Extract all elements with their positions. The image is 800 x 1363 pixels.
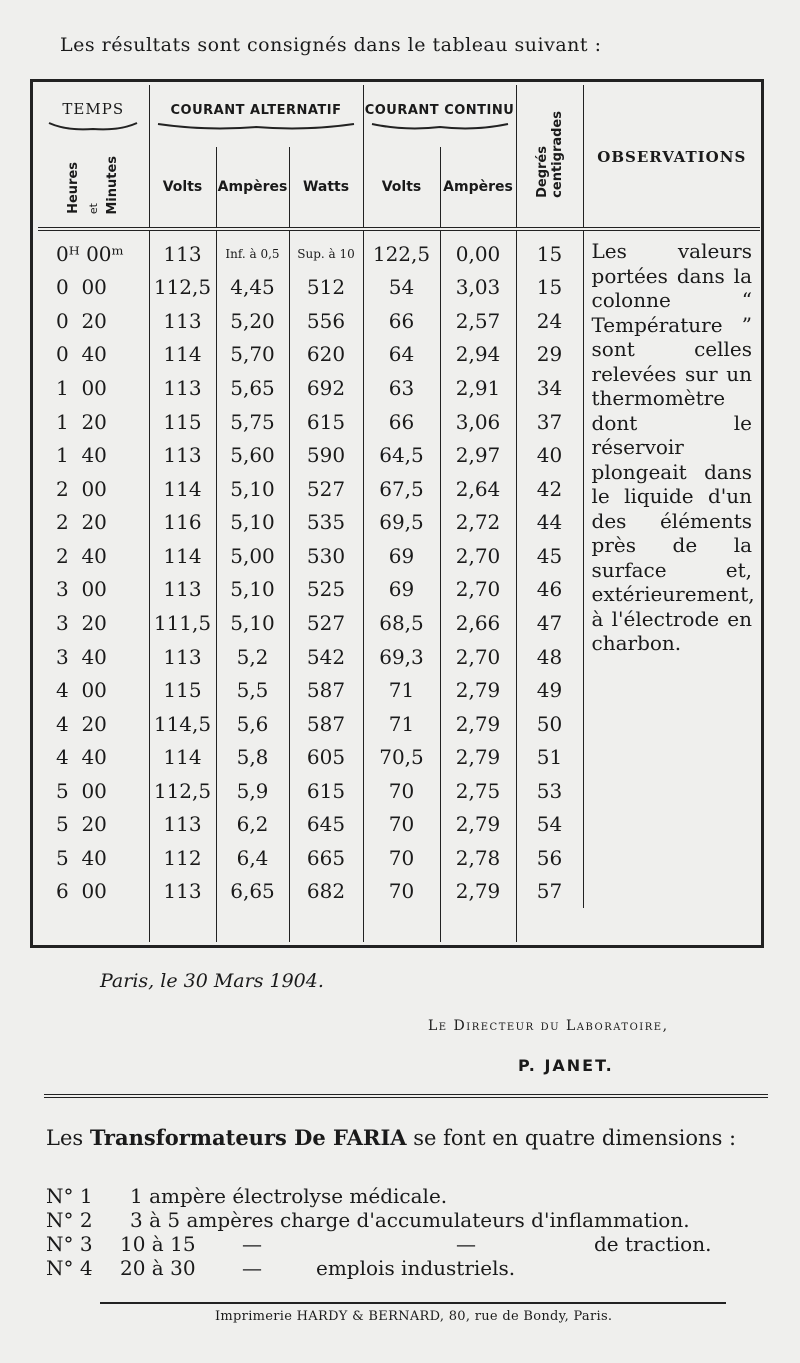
cell-amperes-dc: 2,79 [440, 707, 516, 741]
cell-amperes-dc: 2,97 [440, 438, 516, 472]
cell-temps: 0ᴴ 00ᵐ [56, 241, 124, 266]
footer-divider [100, 1302, 726, 1304]
cell-volts-ac: 113 [149, 237, 216, 271]
cell-watts: 512 [289, 271, 363, 305]
header-courant-alternatif: COURANT ALTERNATIF [149, 85, 363, 147]
cell-volts-dc: 71 [363, 673, 440, 707]
cell-volts-dc: 70 [363, 774, 440, 808]
cell-volts-dc: 63 [363, 371, 440, 405]
cell-degres: 47 [516, 606, 583, 640]
list-item: N° 4 20 à 30 — emplois industriels. [46, 1256, 516, 1280]
cell-watts: 590 [289, 438, 363, 472]
cell-amperes-dc: 2,57 [440, 304, 516, 338]
cell-volts-ac: 115 [149, 405, 216, 439]
cell-degres: 48 [516, 640, 583, 674]
cell-amperes-ac: 4,45 [216, 271, 289, 305]
cell-temps: 5 40 [56, 845, 107, 870]
cell-degres: 54 [516, 808, 583, 842]
cell-watts: 605 [289, 740, 363, 774]
cell-volts-dc: 70 [363, 808, 440, 842]
cell-amperes-ac: 5,2 [216, 640, 289, 674]
cell-watts: 527 [289, 472, 363, 506]
cell-temps: 5 00 [56, 778, 107, 803]
cell-watts: 615 [289, 774, 363, 808]
cell-volts-dc: 54 [363, 271, 440, 305]
header-watts: Watts [289, 147, 363, 229]
cell-degres: 42 [516, 472, 583, 506]
cell-amperes-ac: 5,60 [216, 438, 289, 472]
cell-temps: 0 20 [56, 308, 107, 333]
cell-volts-dc: 67,5 [363, 472, 440, 506]
cell-amperes-dc: 2,64 [440, 472, 516, 506]
cell-temps: 1 20 [56, 409, 107, 434]
cell-amperes-dc: 2,70 [440, 573, 516, 607]
cell-volts-ac: 112 [149, 841, 216, 875]
header-observations: OBSERVATIONS [583, 85, 760, 229]
header-volts-dc: Volts [363, 147, 440, 229]
cell-volts-dc: 64 [363, 338, 440, 372]
cell-degres: 15 [516, 237, 583, 271]
cell-amperes-ac: 5,00 [216, 539, 289, 573]
cell-degres: 15 [516, 271, 583, 305]
cell-degres: 40 [516, 438, 583, 472]
cell-degres: 45 [516, 539, 583, 573]
cell-volts-dc: 122,5 [363, 237, 440, 271]
cell-watts: 665 [289, 841, 363, 875]
cell-degres: 56 [516, 841, 583, 875]
cell-watts: 620 [289, 338, 363, 372]
cell-degres: 57 [516, 875, 583, 909]
list-item: N° 3 10 à 15 — — de traction. [46, 1232, 712, 1256]
brace-icon [47, 120, 139, 134]
observations-text: Les valeurs portées dans la colonne “ Température ” sont celles relevées sur un thermomètre dont le réservoir plongeait dans le liquide d'un des éléments près de la surface et, extérieurement, à l'électrode en charbon. [583, 237, 760, 908]
cell-amperes-dc: 2,79 [440, 875, 516, 909]
cell-watts: 587 [289, 707, 363, 741]
cell-volts-dc: 68,5 [363, 606, 440, 640]
cell-volts-ac: 115 [149, 673, 216, 707]
cell-amperes-ac: 5,75 [216, 405, 289, 439]
printer-imprint: Imprimerie HARDY & BERNARD, 80, rue de Bondy, Paris. [215, 1309, 613, 1324]
cell-amperes-ac: 5,5 [216, 673, 289, 707]
cell-watts: 527 [289, 606, 363, 640]
cell-amperes-dc: 0,00 [440, 237, 516, 271]
cell-temps: 2 40 [56, 543, 107, 568]
cell-watts: 542 [289, 640, 363, 674]
cell-amperes-dc: 2,94 [440, 338, 516, 372]
cell-temps: 2 00 [56, 476, 107, 501]
cell-volts-ac: 113 [149, 438, 216, 472]
cell-volts-ac: 113 [149, 573, 216, 607]
cell-amperes-ac: 5,9 [216, 774, 289, 808]
cell-volts-ac: 114 [149, 740, 216, 774]
cell-watts: 682 [289, 875, 363, 909]
results-table [38, 85, 760, 942]
divider [44, 1094, 768, 1098]
header-volts-ac: Volts [149, 147, 216, 229]
signature-title: Le Directeur du Laboratoire, [428, 1018, 669, 1034]
cell-volts-dc: 71 [363, 707, 440, 741]
cell-volts-dc: 70 [363, 875, 440, 909]
cell-temps: 3 40 [56, 644, 107, 669]
header-temps: TEMPS [38, 85, 149, 147]
cell-temps: 0 00 [56, 275, 107, 300]
cell-watts: 556 [289, 304, 363, 338]
cell-volts-ac: 113 [149, 875, 216, 909]
cell-temps: 3 20 [56, 610, 107, 635]
cell-amperes-ac: 5,10 [216, 506, 289, 540]
cell-amperes-ac: 6,4 [216, 841, 289, 875]
signature-date: Paris, le 30 Mars 1904. [100, 970, 324, 992]
cell-volts-ac: 114 [149, 472, 216, 506]
table-row [38, 237, 760, 271]
cell-degres: 37 [516, 405, 583, 439]
cell-volts-dc: 69 [363, 573, 440, 607]
cell-watts: 525 [289, 573, 363, 607]
table-body [38, 237, 760, 942]
sizes-list [46, 1184, 776, 1280]
cell-amperes-dc: 2,79 [440, 740, 516, 774]
cell-volts-ac: 112,5 [149, 271, 216, 305]
cell-volts-ac: 113 [149, 371, 216, 405]
cell-temps: 5 20 [56, 812, 107, 837]
cell-amperes-dc: 2,91 [440, 371, 516, 405]
cell-amperes-ac: Inf. à 0,5 [216, 237, 289, 271]
cell-volts-dc: 69,3 [363, 640, 440, 674]
cell-temps: 1 00 [56, 376, 107, 401]
cell-temps: 1 40 [56, 443, 107, 468]
cell-amperes-ac: 5,70 [216, 338, 289, 372]
advert-text: Les Transformateurs De FARIA se font en quatre dimensions : [46, 1125, 737, 1150]
cell-volts-dc: 66 [363, 405, 440, 439]
cell-amperes-dc: 2,79 [440, 808, 516, 842]
list-item: N° 2 3 à 5 ampères charge d'accumulateurs d'inflammation. [46, 1208, 690, 1232]
cell-amperes-ac: 5,10 [216, 573, 289, 607]
cell-degres: 29 [516, 338, 583, 372]
cell-amperes-ac: 5,10 [216, 472, 289, 506]
cell-volts-ac: 113 [149, 640, 216, 674]
cell-volts-dc: 69,5 [363, 506, 440, 540]
cell-volts-ac: 116 [149, 506, 216, 540]
header-courant-continu: COURANT CONTINU [363, 85, 516, 147]
list-item: N° 1 1 ampère électrolyse médicale. [46, 1184, 448, 1208]
advert-brand: Transformateurs De FARIA [89, 1125, 407, 1150]
cell-amperes-dc: 2,72 [440, 506, 516, 540]
cell-volts-ac: 114 [149, 539, 216, 573]
cell-degres: 46 [516, 573, 583, 607]
cell-amperes-ac: 5,6 [216, 707, 289, 741]
cell-degres: 24 [516, 304, 583, 338]
cell-volts-ac: 114,5 [149, 707, 216, 741]
cell-temps: 6 00 [56, 879, 107, 904]
cell-amperes-ac: 6,65 [216, 875, 289, 909]
cell-watts: 530 [289, 539, 363, 573]
cell-amperes-dc: 2,75 [440, 774, 516, 808]
cell-volts-ac: 113 [149, 808, 216, 842]
cell-amperes-dc: 3,03 [440, 271, 516, 305]
cell-watts: 535 [289, 506, 363, 540]
cell-volts-ac: 113 [149, 304, 216, 338]
header-amperes-ac: Ampères [216, 147, 289, 229]
cell-watts: 587 [289, 673, 363, 707]
cell-volts-dc: 66 [363, 304, 440, 338]
header-heures-minutes: Heures et Minutes [66, 155, 121, 215]
cell-amperes-dc: 2,79 [440, 673, 516, 707]
signature-name: P. JANET. [518, 1056, 614, 1075]
cell-volts-ac: 114 [149, 338, 216, 372]
cell-degres: 51 [516, 740, 583, 774]
cell-degres: 34 [516, 371, 583, 405]
cell-watts: 645 [289, 808, 363, 842]
cell-watts: Sup. à 10 [289, 237, 363, 271]
brace-icon [156, 120, 356, 134]
cell-temps: 4 00 [56, 678, 107, 703]
cell-amperes-ac: 5,20 [216, 304, 289, 338]
cell-temps: 4 40 [56, 745, 107, 770]
cell-amperes-ac: 5,8 [216, 740, 289, 774]
header-amperes-dc: Ampères [440, 147, 516, 229]
cell-watts: 615 [289, 405, 363, 439]
cell-temps: 3 00 [56, 577, 107, 602]
cell-volts-dc: 70,5 [363, 740, 440, 774]
brace-icon [370, 120, 510, 134]
cell-volts-ac: 111,5 [149, 606, 216, 640]
cell-amperes-ac: 5,65 [216, 371, 289, 405]
cell-amperes-ac: 5,10 [216, 606, 289, 640]
cell-watts: 692 [289, 371, 363, 405]
cell-temps: 2 20 [56, 510, 107, 535]
cell-amperes-dc: 3,06 [440, 405, 516, 439]
cell-degres: 50 [516, 707, 583, 741]
cell-amperes-dc: 2,70 [440, 539, 516, 573]
cell-degres: 53 [516, 774, 583, 808]
cell-degres: 44 [516, 506, 583, 540]
cell-amperes-dc: 2,78 [440, 841, 516, 875]
cell-temps: 0 40 [56, 342, 107, 367]
cell-temps: 4 20 [56, 711, 107, 736]
cell-amperes-ac: 6,2 [216, 808, 289, 842]
cell-volts-dc: 70 [363, 841, 440, 875]
cell-amperes-dc: 2,70 [440, 640, 516, 674]
cell-volts-dc: 69 [363, 539, 440, 573]
cell-amperes-dc: 2,66 [440, 606, 516, 640]
intro-text: Les résultats sont consignés dans le tableau suivant : [60, 34, 602, 56]
cell-degres: 49 [516, 673, 583, 707]
header-degres: Degréscentigrades [516, 85, 583, 229]
cell-volts-dc: 64,5 [363, 438, 440, 472]
cell-volts-ac: 112,5 [149, 774, 216, 808]
